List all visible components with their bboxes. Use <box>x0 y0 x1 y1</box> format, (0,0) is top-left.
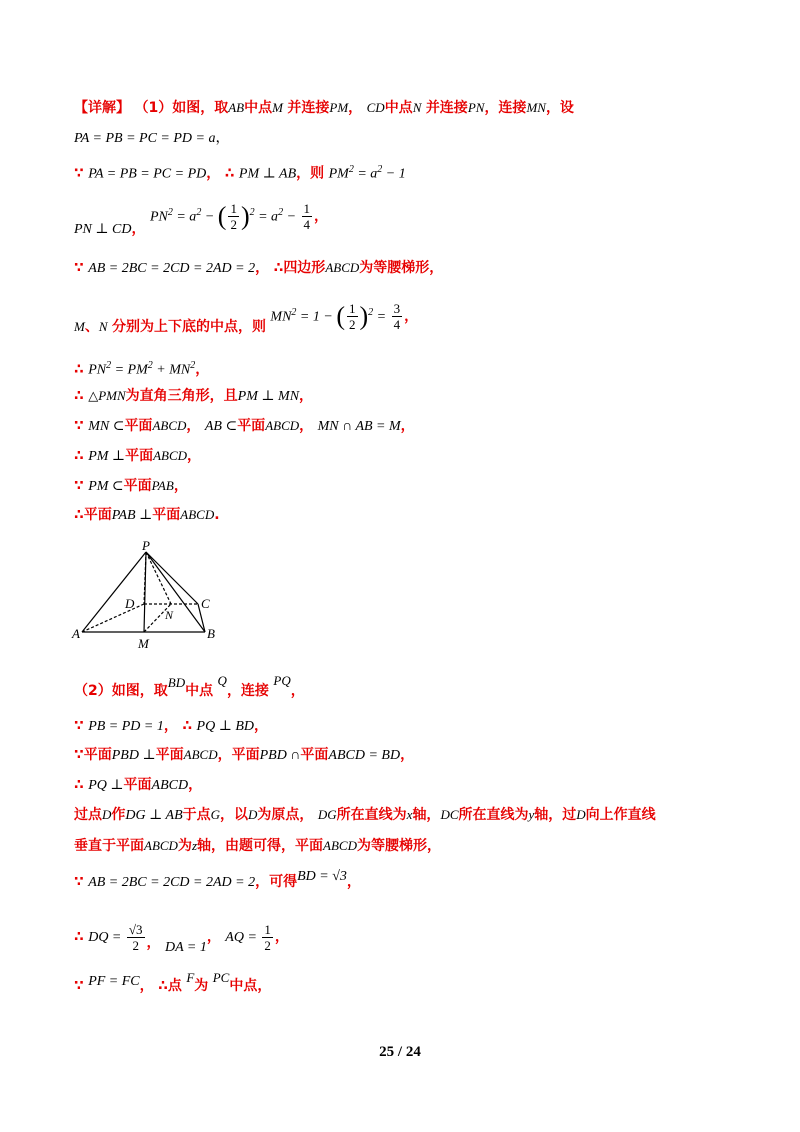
fraction: $\frac{1}{2}$ <box>349 301 356 333</box>
text-line: ∴ DQ = $\frac{√3}{2}$ ， DA = 1， AQ = $\frac{1}{2}$ ， <box>74 921 289 955</box>
text-line: PN ⊥ CD， $PN^2 = a^2$ − ( $\frac{1}{2}$ )$^2 = a^2$ − $\frac{1}{4}$ ， <box>74 201 329 237</box>
text-line: ∵ PA = PB = PC = PD， ∴ PM ⊥ AB，则 $PM^2 = a^2 - 1$ <box>74 164 406 182</box>
pyramid-figure <box>70 540 230 652</box>
text-line: ∴ $PN^2 = PM^2 + MN^2$， <box>74 360 210 378</box>
fraction: $\frac{3}{4}$ <box>393 301 401 333</box>
text-line: ∵ AB = 2BC = 2CD = 2AD = 2，可得BD = √3， <box>74 869 361 890</box>
text-line: 垂直于平面ABCD为z轴，由题可得，平面ABCD为等腰梯形， <box>74 838 441 854</box>
label-C: C <box>201 596 210 611</box>
text-line: ∴ PQ ⊥平面ABCD， <box>74 777 203 793</box>
edge-AD <box>82 604 144 632</box>
edge-PA <box>82 552 146 632</box>
text-line: ∵ PM ⊂平面PAB， <box>74 478 188 494</box>
fraction: $\frac{√3}{2}$ <box>128 921 143 953</box>
text-line: （2）如图，取BD中点 Q，连接 PQ， <box>74 673 305 699</box>
text-line: ∴ PM ⊥平面ABCD， <box>74 448 202 464</box>
text-line: 【详解】 （1）如图，取AB中点M 并连接PM， CD中点N 并连接PN，连接MN，设 <box>74 100 574 116</box>
text-line: ∵平面PBD ⊥平面ABCD，平面PBD ∩平面ABCD = BD， <box>74 747 415 763</box>
fraction: $\frac{1}{4}$ <box>303 201 311 233</box>
math: PA = PB = PC = PD = a <box>74 131 216 146</box>
label-P: P <box>142 540 150 553</box>
text-line: ∵ AB = 2BC = 2CD = 2AD = 2， ∴四边形ABCD为等腰梯形， <box>74 260 444 276</box>
text-line: M、N 分别为上下底的中点，则 $MN^2 = 1$ − ( $\frac{1}{2}$ )$^2$ = $\frac{3}{4}$ ， <box>74 301 419 335</box>
text-line: ∴ △PMN为直角三角形，且PM ⊥ MN， <box>74 388 314 404</box>
text-line: PA = PB = PC = PD = a， <box>74 130 230 146</box>
label-M: M <box>138 636 149 651</box>
text-line: ∵ PF = FC， ∴点 F为 PC中点， <box>74 970 272 994</box>
text-line: ∴平面PAB ⊥平面ABCD. <box>74 507 220 523</box>
label-detail: 【详解】 <box>74 100 130 116</box>
fraction: $\frac{1}{2}$ <box>264 921 271 953</box>
label-N: N <box>165 608 174 622</box>
label-D: D <box>125 596 135 611</box>
page-number: 25 / 24 <box>379 1044 421 1060</box>
text-line: 过点D作DG ⊥ AB于点G，以D为原点， DG所在直线为x轴，DC所在直线为y轴，过D向上作直线 <box>74 807 656 823</box>
edge-PN <box>146 552 171 604</box>
text-line: ∵ PB = PD = 1， ∴ PQ ⊥ BD， <box>74 718 269 734</box>
label-A: A <box>72 626 80 641</box>
edge-PC <box>146 552 198 604</box>
fraction: $\frac{1}{2}$ <box>230 201 237 233</box>
label-B: B <box>207 626 215 641</box>
text-line: ∵ MN ⊂平面ABCD， AB ⊂平面ABCD， MN ∩ AB = M， <box>74 418 415 434</box>
